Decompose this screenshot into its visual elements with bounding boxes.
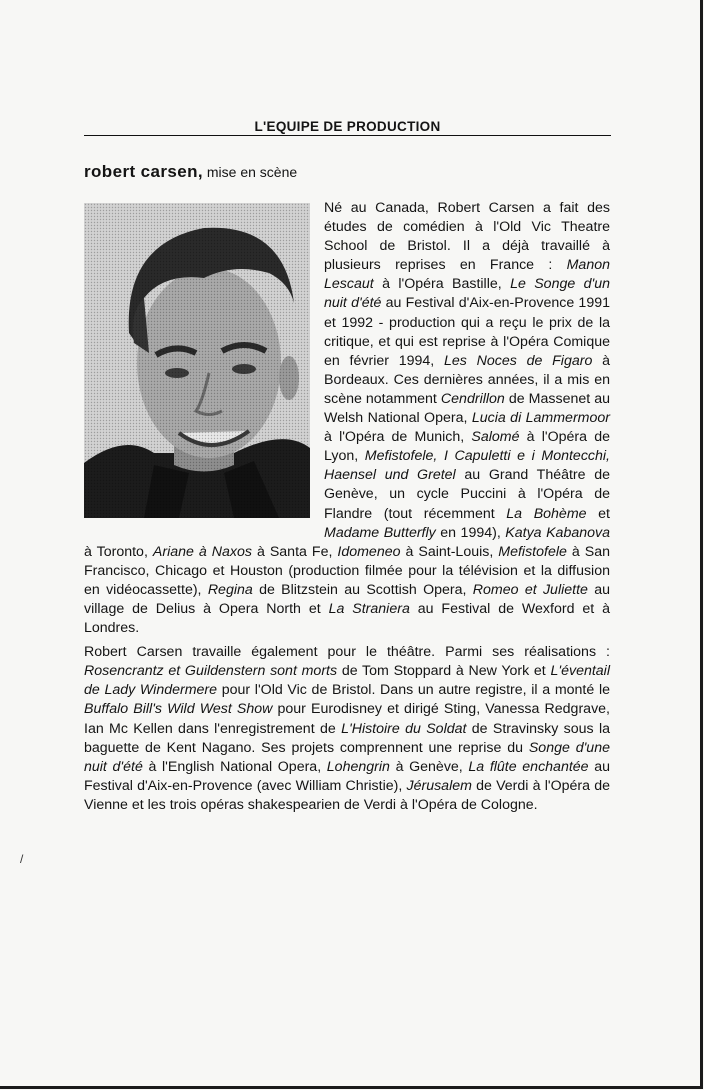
- text-run: au village de Delius à Opera North et: [84, 581, 610, 617]
- italic-title: Songe d'une nuit d'été: [84, 739, 610, 775]
- text-run: de Blitzstein au Scottish Opera,: [252, 581, 473, 598]
- italic-title: Lohengrin: [326, 758, 390, 775]
- margin-mark: /: [20, 852, 24, 866]
- text-run: à l'Opéra de Munich,: [324, 429, 472, 446]
- text-run: au Grand Théâtre de Genève, un cycle Puccini à l'Opéra de Flandre (tout récemment: [324, 467, 610, 522]
- biography-text: [84, 199, 610, 820]
- text-run: au Festival de Wexford et à Londres.: [84, 600, 610, 637]
- italic-title: Cendrillon: [440, 390, 505, 407]
- italic-title: La Straniera: [328, 600, 410, 617]
- italic-title: L'Histoire du Soldat: [341, 720, 467, 737]
- text-run: Né au Canada, Robert Carsen a fait des études de comédien à l'Old Vic Theatre School de Bristol. Il a déjà travaillé à plusieurs reprises en France :: [324, 200, 610, 274]
- text-run: à Bordeaux. Ces dernières années, il a mis en scène notamment: [324, 352, 610, 407]
- text-run: pour Eurodisney et dirigé Sting, Vanessa Redgrave, Ian Mc Kellen dans l'enregistrement de: [84, 701, 610, 737]
- text-run: en 1994),: [435, 524, 506, 541]
- italic-title: Lucia di Lammermoor: [471, 410, 610, 427]
- text-run: à Genève,: [389, 758, 469, 775]
- text-run: pour l'Old Vic de Bristol. Dans un autre registre, il a monté le: [217, 682, 610, 699]
- italic-title: Salomé: [471, 429, 520, 446]
- italic-title: Mefistofele: [498, 543, 567, 560]
- italic-title: Jérusalem: [406, 777, 472, 794]
- text-run: à Saint-Louis,: [400, 543, 499, 560]
- italic-title: Buffalo Bill's Wild West Show: [84, 701, 273, 718]
- italic-title: Les Noces de Figaro: [443, 352, 593, 369]
- photo-spacer: [84, 199, 324, 529]
- text-run: à l'English National Opera,: [142, 758, 327, 775]
- italic-title: Regina: [207, 581, 253, 598]
- text-run: à l'Opéra de Lyon,: [324, 429, 610, 465]
- italic-title: Idomeneo: [337, 543, 401, 560]
- italic-title: Romeo et Juliette: [472, 581, 588, 598]
- text-run: à Santa Fe,: [251, 543, 338, 560]
- text-run: de Stravinsky sous la baguette de Kent Nagano. Ses projets comprennent une reprise du: [84, 720, 610, 756]
- text-run: de Verdi à l'Opéra de Vienne et les trois opéras shakespearien de Verdi à l'Opéra de Cologne.: [84, 777, 610, 813]
- italic-title: Rosencrantz et Guildenstern sont morts: [84, 663, 338, 680]
- text-run: à San Francisco, Chicago et Houston (production filmée pour la télévision et la diffusion en vidéocassette),: [84, 543, 610, 598]
- italic-title: Ariane à Naxos: [152, 543, 252, 560]
- italic-title: Le Songe d'un nuit d'été: [324, 276, 610, 312]
- italic-title: La Bohème: [506, 505, 587, 522]
- text-run: de Massenet au Welsh National Opera,: [324, 390, 610, 427]
- person-name: robert carsen,: [84, 162, 203, 181]
- text-run: Robert Carsen travaille également pour le théâtre. Parmi ses réalisations :: [84, 644, 610, 661]
- italic-title: Madame Butterfly: [324, 524, 436, 541]
- italic-title: L'éventail de Lady Windermere: [84, 663, 610, 699]
- italic-title: La flûte enchantée: [468, 758, 589, 775]
- person-role: mise en scène: [206, 164, 298, 180]
- text-run: au Festival d'Aix-en-Provence 1991 et 1992 - production qui a reçu le prix de la critique, et qui est reprise à l'Opéra Comique en février 1994,: [324, 295, 610, 369]
- section-title: L'EQUIPE DE PRODUCTION: [84, 119, 611, 136]
- italic-title: Mefistofele, I Capuletti e i Montecchi, Haensel und Gretel: [324, 448, 610, 484]
- text-run: de Tom Stoppard à New York et: [337, 663, 551, 680]
- italic-title: Manon Lescaut: [324, 257, 610, 293]
- person-heading: [84, 162, 297, 182]
- biography-paragraph-2: [84, 643, 610, 815]
- text-run: à Toronto,: [84, 543, 153, 560]
- italic-title: Katya Kabanova: [505, 524, 610, 541]
- text-run: à l'Opéra Bastille,: [373, 276, 511, 293]
- text-run: et: [586, 505, 610, 522]
- text-run: au Festival d'Aix-en-Provence (avec William Christie),: [84, 758, 610, 794]
